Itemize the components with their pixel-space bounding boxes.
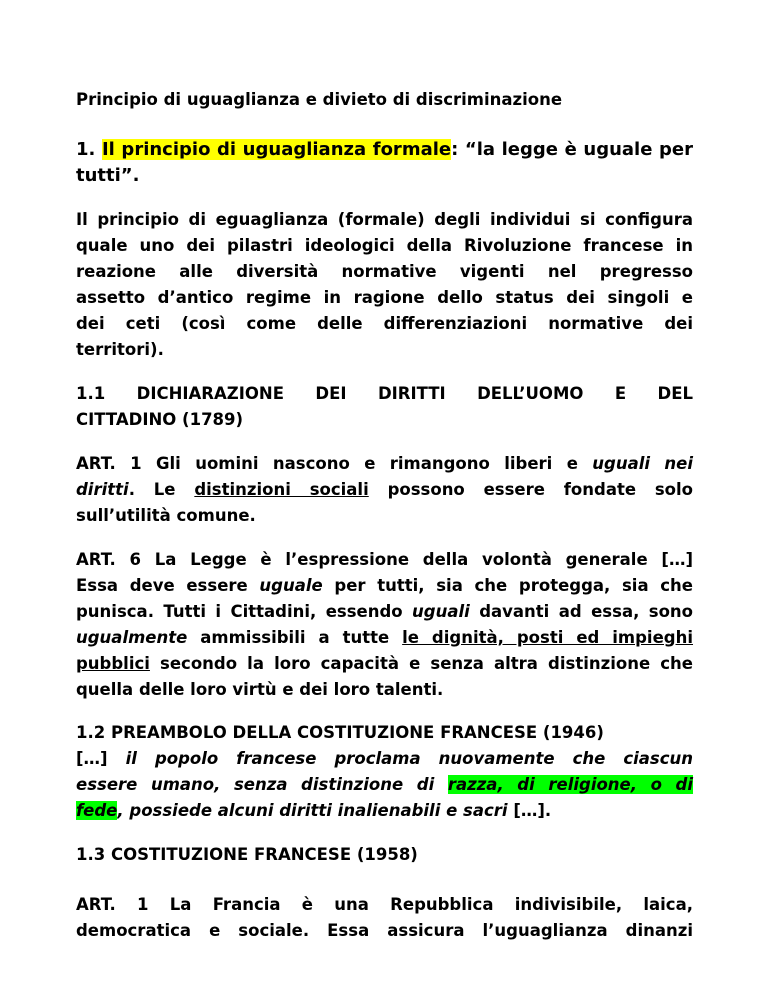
art1-underlined: distinzioni sociali	[194, 480, 369, 499]
constitution-line: democratica e sociale. Essa assicura l’uguaglianza dinanzi	[76, 921, 693, 940]
art6-text: davanti ad essa, sono	[469, 602, 693, 621]
art6-text: secondo la loro capacità e senza altra distinzione che	[149, 654, 693, 673]
preamble-italic: , possiede alcuni diritti inalienabili e sacri	[117, 801, 508, 820]
section-1-highlight: Il principio di uguaglianza formale	[101, 139, 452, 160]
art6-line: ART. 6 La Legge è l’espressione della volontà generale […]	[76, 550, 693, 569]
section-1-heading-cont: tutti”.	[76, 165, 140, 186]
art6-line	[76, 651, 693, 677]
preamble-italic: il popolo francese proclama nuovamente che ciascun	[125, 749, 693, 768]
art1-italic: diritti	[76, 480, 129, 499]
section-1-number: 1.	[76, 139, 96, 160]
section-1-1-heading: 1.1 DICHIARAZIONE DEI DIRITTI DELL’UOMO E DEL	[76, 384, 693, 403]
art1-text: possono essere fondate solo	[368, 480, 694, 499]
preamble-text: […].	[507, 801, 552, 820]
art6-underlined: pubblici	[76, 654, 150, 673]
para1-line: Il principio di eguaglianza (formale) degli individui si configura	[76, 210, 693, 229]
art1-text: . Le	[128, 480, 195, 499]
art6-italic: uguali	[412, 602, 470, 621]
para1-line: assetto d’antico regime in ragione dello status dei singoli e	[76, 288, 693, 307]
art1-line	[76, 477, 693, 503]
art6-line	[76, 599, 693, 625]
constitution-line: ART. 1 La Francia è una Repubblica indivisibile, laica,	[76, 895, 693, 914]
preamble-line	[76, 798, 693, 824]
section-1-quote: : “la legge è uguale per	[451, 139, 693, 160]
art6-underlined: le dignità, posti ed impieghi	[402, 628, 693, 647]
preamble-line	[76, 772, 693, 798]
document-title: Principio di uguaglianza e divieto di discriminazione	[76, 90, 563, 109]
para1-line: territori).	[76, 340, 164, 359]
art1-text: ART. 1 Gli uomini nascono e rimangono liberi e	[76, 454, 593, 473]
section-1-2-heading: 1.2 PREAMBOLO DELLA COSTITUZIONE FRANCESE (1946)	[76, 723, 604, 742]
art6-line	[76, 625, 693, 651]
art6-italic: uguale	[259, 576, 323, 595]
preamble-italic: essere umano, senza distinzione di	[76, 775, 448, 794]
art6-text: punisca. Tutti i Cittadini, essendo	[76, 602, 413, 621]
art1-line	[76, 451, 693, 477]
preamble-text: […]	[76, 749, 126, 768]
art6-text: ammissibili a tutte	[187, 628, 403, 647]
para1-line: quale uno dei pilastri ideologici della Rivoluzione francese in	[76, 236, 693, 255]
art6-line	[76, 573, 693, 599]
art6-line: quella delle loro virtù e dei loro talenti.	[76, 680, 444, 699]
preamble-highlight: fede	[76, 801, 118, 820]
section-1-1-heading-cont: CITTADINO (1789)	[76, 410, 244, 429]
art1-line: sull’utilità comune.	[76, 506, 256, 525]
art1-italic: uguali nei	[592, 454, 693, 473]
art6-text: per tutti, sia che protegga, sia che	[322, 576, 693, 595]
art6-text: Essa deve essere	[76, 576, 260, 595]
preamble-highlight: razza, di religione, o di	[447, 775, 693, 794]
para1-line: dei ceti (così come delle differenziazioni normative dei	[76, 314, 693, 333]
para1-line: reazione alle diversità normative vigenti nel pregresso	[76, 262, 693, 281]
preamble-line	[76, 746, 693, 772]
art6-italic: ugualmente	[76, 628, 188, 647]
section-1-3-heading: 1.3 COSTITUZIONE FRANCESE (1958)	[76, 845, 418, 864]
section-1-heading	[76, 137, 693, 163]
